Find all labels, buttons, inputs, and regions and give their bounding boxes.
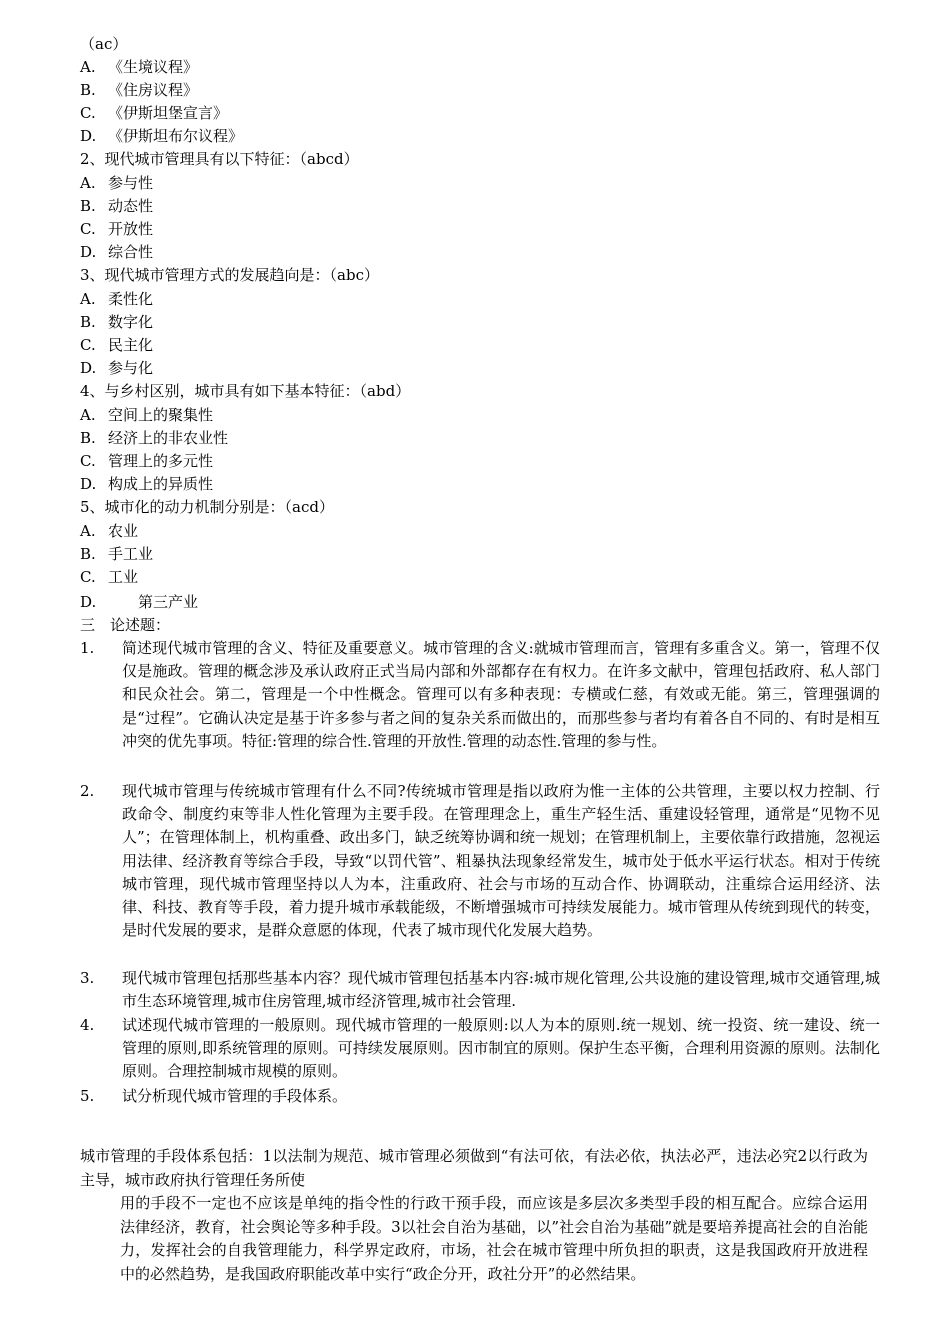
q5-option-c [80,566,138,589]
option-text: 工业 [108,568,139,586]
option-letter: D. [80,243,97,261]
essay-text: 简述现代城市管理的含义、特征及重要意义。城市管理的含义:就城市管理而言，管理有多重含义。第一，管理不仅仅是施政。管理的概念涉及承认政府正式当局内部和外部都存在有权力。在许多文献中，管理包括政府、私人部门和民众社会。第二，管理是一个中性概念。管理可以有多种表现：专横或仁慈，有效或无能。第三，管理强调的是“过程”。它确认决定是基于许多参与者之间的复杂关系而做出的，而那些参与者均有着各自不同的、有时是相互冲突的优先事项。特征:管理的综合性.管理的开放性.管理的动态性.管理的参与性。 [122,639,880,750]
option-letter: A. [80,58,96,76]
q3-option-c [80,334,153,357]
q4-option-d [80,473,213,496]
essay-text: 试分析现代城市管理的手段体系。 [122,1087,348,1105]
answer5-intro: 城市管理的手段体系包括：1以法制为规范、城市管理必须做到“有法可依，有法必依，执法必严，违法必究2以行政为主导，城市政府执行管理任务所使 [80,1147,868,1189]
option-text: 农业 [108,522,139,540]
q2-option-a [80,172,153,195]
option-letter: C. [80,452,96,470]
option-text: 数字化 [108,313,154,331]
option-text: 《伊斯坦布尔议程》 [108,127,244,145]
option-text: 综合性 [108,243,154,261]
option-text: 《住房议程》 [108,81,199,99]
essay-item-3 [80,967,880,1013]
option-letter: C. [80,220,96,238]
q3-option-d [80,357,153,380]
essay-item-1 [80,637,880,753]
option-text: 参与性 [108,174,154,192]
essay-text: 试述现代城市管理的一般原则。现代城市管理的一般原则:以人为本的原则.统一规划、统一投资、统一建设、统一管理的原则,即系统管理的原则。可持续发展原则。因市制宜的原则。保护生态平衡，合理利用资源的原则。法制化原则。合理控制城市规模的原则。 [122,1016,880,1081]
option-text: 动态性 [108,197,154,215]
option-letter: D. [80,359,97,377]
q1-option-b [80,79,198,102]
q5-option-d [80,591,198,614]
option-text: 《生境议程》 [108,58,199,76]
essay-text: 现代城市管理包括那些基本内容？现代城市管理包括基本内容:城市规化管理,公共设施的建设管理,城市交通管理,城市生态环境管理,城市住房管理,城市经济管理,城市社会管理. [122,969,880,1011]
q4-option-b [80,427,228,450]
option-letter: A. [80,174,96,192]
q1-option-a [80,56,198,79]
essay-number: 4. [80,1016,95,1034]
option-text: 管理上的多元性 [108,452,214,470]
essay-text: 现代城市管理与传统城市管理有什么不同?传统城市管理是指以政府为惟一主体的公共管理，主要以权力控制、行政命令、制度约束等非人性化管理为主要手段。在管理理念上，重生产轻生活、重建设轻管理，通常是“见物不见人”；在管理体制上，机构重叠、政出多门，缺乏统筹协调和统一规划；在管理机制上，主要依靠行政措施，忽视运用法律、经济教育等综合手段，导致“以罚代管”、粗暴执法现象经常发生，城市处于低水平运行状态。相对于传统城市管理，现代城市管理坚持以人为本，注重政府、社会与市场的互动合作、协调联动，注重综合运用经济、法律、科技、教育等手段，着力提升城市承载能级，不断增强城市可持续发展能力。城市管理从传统到现代的转变，是时代发展的要求，是群众意愿的体现，代表了城市现代化发展大趋势。 [122,782,880,940]
option-letter: C. [80,568,96,586]
option-letter: C. [80,336,96,354]
q1-option-d [80,125,243,148]
option-text: 构成上的异质性 [108,475,214,493]
option-letter: D. [80,475,97,493]
option-text: 开放性 [108,220,154,238]
option-text: 民主化 [108,336,154,354]
option-letter: B. [80,429,96,447]
q4-option-a [80,404,213,427]
q3-option-b [80,311,153,334]
option-letter: C. [80,104,96,122]
option-letter: B. [80,81,96,99]
q1-option-c [80,102,228,125]
option-letter: D. [80,593,97,611]
q2-option-c [80,218,153,241]
option-text: 第三产业 [138,593,199,611]
q5-option-a [80,520,138,543]
option-text: 经济上的非农业性 [108,429,229,447]
option-letter: B. [80,197,96,215]
q2-question: 2、现代城市管理具有以下特征：（abcd） [80,150,359,168]
q5-question: 5、城市化的动力机制分别是：（acd） [80,498,334,516]
q4-option-c [80,450,213,473]
essay-item-2 [80,780,880,942]
essay-item-5 [80,1085,880,1108]
q2-option-b [80,195,153,218]
q1-answer: （ac） [80,35,128,53]
section-heading: 三 论述题： [80,616,171,634]
q5-option-b [80,543,153,566]
option-text: 空间上的聚集性 [108,406,214,424]
essay-item-4 [80,1014,880,1084]
option-letter: D. [80,127,97,145]
answer5-body: 用的手段不一定也不应该是单纯的指令性的行政干预手段，而应该是多层次多类型手段的相互配合。应综合运用法律经济，教育，社会舆论等多种手段。3以社会自治为基础，以”社会自治为基础”就是要培养提高社会的自治能力，发挥社会的自我管理能力，科学界定政府，市场，社会在城市管理中所负担的职责，这是我国政府开放进程中的必然趋势，是我国政府职能改革中实行“政企分开，政社分开”的必然结果。 [120,1194,868,1283]
q3-question: 3、现代城市管理方式的发展趋向是：（abc） [80,266,379,284]
q3-option-a [80,288,153,311]
option-text: 手工业 [108,545,154,563]
option-letter: B. [80,313,96,331]
option-letter: B. [80,545,96,563]
option-text: 《伊斯坦堡宣言》 [108,104,229,122]
option-letter: A. [80,522,96,540]
essay-number: 5. [80,1087,95,1105]
option-letter: A. [80,290,96,308]
q4-question: 4、与乡村区别，城市具有如下基本特征：（abd） [80,382,411,400]
option-text: 柔性化 [108,290,154,308]
essay-number: 2. [80,782,95,800]
option-letter: A. [80,406,96,424]
essay-number: 1. [80,639,95,657]
option-text: 参与化 [108,359,154,377]
q2-option-d [80,241,153,264]
essay-number: 3. [80,969,95,987]
